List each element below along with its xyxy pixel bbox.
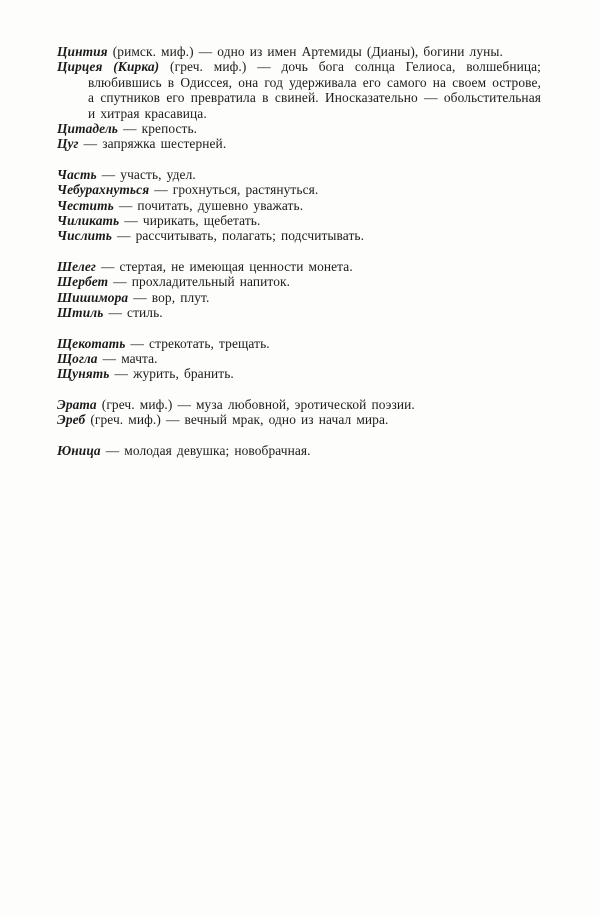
entry-term: Юница: [57, 442, 101, 458]
glossary-group: [57, 167, 541, 244]
glossary-entry: [57, 121, 541, 136]
entry-definition: стиль.: [127, 305, 163, 321]
glossary-group: [57, 44, 541, 152]
entry-separator: —: [149, 182, 173, 198]
entry-term: Цирцея (Кирка): [57, 59, 160, 75]
entry-separator: —: [193, 44, 218, 59]
glossary-entry: [57, 59, 541, 121]
entry-term: Эрата: [57, 396, 97, 412]
entry-definition: муза любовной, эротической поэзии.: [195, 396, 415, 412]
entry-definition: вор, плут.: [151, 289, 210, 305]
entry-note: (римск. миф.): [107, 44, 194, 59]
entry-term: Щогла: [57, 350, 98, 366]
entry-definition: журить, бранить.: [133, 366, 234, 382]
entry-term: Цитадель: [57, 121, 119, 137]
entry-separator: —: [172, 396, 196, 412]
entry-term: Щунять: [57, 366, 110, 382]
glossary-entry: [57, 259, 541, 274]
entry-separator: —: [113, 197, 138, 213]
glossary-entry: [57, 336, 541, 351]
glossary-group: [57, 397, 541, 428]
entry-separator: —: [100, 442, 125, 458]
entry-term: Шишимора: [57, 289, 129, 305]
glossary-entry: [57, 290, 541, 305]
entry-term: Цуг: [57, 136, 79, 152]
entry-definition: участь, удел.: [120, 166, 196, 182]
entry-definition: грохнуться, растянуться.: [172, 182, 319, 198]
entry-note: (греч. миф.): [96, 396, 173, 412]
glossary-entry: [57, 366, 541, 381]
entry-note: (греч. миф.): [159, 59, 247, 75]
entry-separator: —: [111, 228, 136, 244]
glossary-entry: [57, 198, 541, 213]
entry-term: Чиликать: [57, 213, 120, 229]
glossary-group: [57, 259, 541, 321]
entry-separator: —: [118, 121, 142, 137]
entry-separator: —: [160, 412, 185, 428]
entry-separator: —: [108, 274, 132, 290]
entry-definition: стрекотать, трещать.: [149, 335, 270, 351]
entry-note: (греч. миф.): [85, 412, 161, 428]
entry-definition: запряжка шестерней.: [102, 136, 227, 152]
entry-separator: —: [125, 335, 150, 351]
glossary-entry: [57, 228, 541, 243]
entry-definition: стертая, не имеющая ценности монета.: [119, 258, 353, 274]
glossary-entry: [57, 136, 541, 151]
glossary: [57, 44, 541, 458]
entry-definition: одно из имен Артемиды (Дианы), богини луны.: [217, 44, 503, 59]
entry-term: Штиль: [57, 305, 104, 321]
glossary-entry: [57, 443, 541, 458]
entry-separator: —: [97, 350, 122, 366]
entry-separator: —: [103, 305, 128, 321]
glossary-entry: [57, 305, 541, 320]
entry-definition: молодая девушка; новобрачная.: [124, 442, 311, 458]
entry-definition: прохладительный напиток.: [131, 274, 291, 290]
entry-separator: —: [119, 213, 143, 229]
entry-separator: —: [96, 166, 121, 182]
glossary-entry: [57, 274, 541, 289]
entry-definition: дочь бога солнца Гелиоса, волшебница; влюбившись в Одиссея, она год удерживала его самого на своем острове, а спутников его превратила в свиней. Иносказательно — обольстительная и хитрая красавица.: [88, 59, 541, 121]
entry-definition: почитать, душевно уважать.: [137, 197, 304, 213]
entry-definition: крепость.: [141, 121, 198, 137]
entry-term: Числить: [57, 228, 112, 244]
entry-separator: —: [246, 59, 282, 75]
glossary-group: [57, 336, 541, 382]
glossary-entry: [57, 397, 541, 412]
entry-term: Честить: [57, 197, 114, 213]
entry-definition: вечный мрак, одно из начал мира.: [184, 412, 389, 428]
glossary-entry: [57, 182, 541, 197]
entry-separator: —: [78, 136, 103, 152]
entry-term: Цинтия: [57, 44, 108, 59]
glossary-entry: [57, 412, 541, 427]
glossary-entry: [57, 167, 541, 182]
glossary-entry: [57, 351, 541, 366]
entry-term: Шелег: [57, 258, 96, 274]
entry-term: Часть: [57, 166, 97, 182]
glossary-entry: [57, 44, 541, 59]
entry-term: Шербет: [57, 274, 109, 290]
entry-definition: мачта.: [121, 350, 158, 366]
glossary-group: [57, 443, 541, 458]
entry-definition: чирикать, щебетать.: [142, 213, 261, 229]
glossary-entry: [57, 213, 541, 228]
entry-separator: —: [95, 258, 120, 274]
entry-definition: рассчитывать, полагать; подсчитывать.: [135, 228, 365, 244]
entry-separator: —: [109, 366, 134, 382]
entry-term: Чебурахнуться: [57, 182, 150, 198]
entry-term: Щекотать: [57, 335, 126, 351]
entry-separator: —: [128, 289, 152, 305]
entry-term: Эреб: [57, 412, 86, 428]
